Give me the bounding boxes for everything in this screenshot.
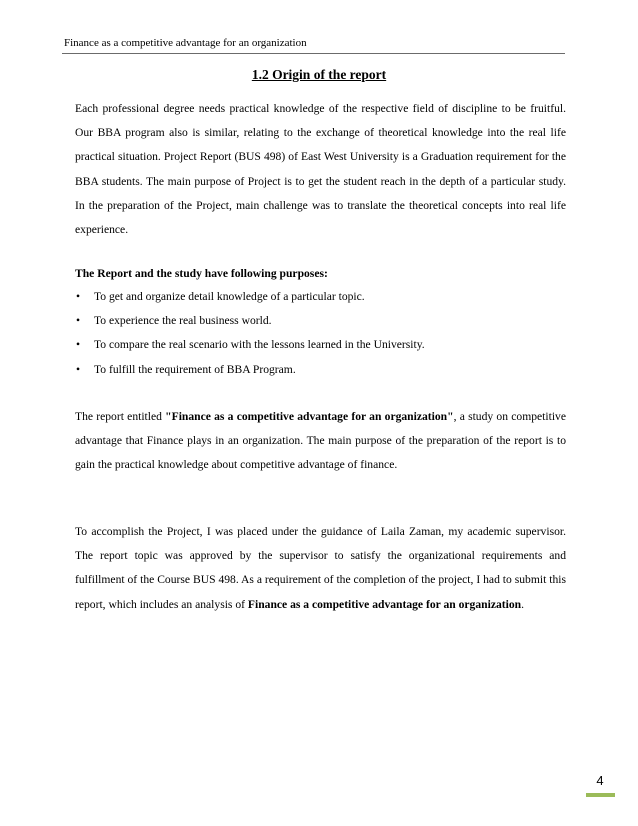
list-item (75, 285, 566, 309)
report-title-paragraph (75, 405, 566, 478)
page-number: 4 (596, 773, 604, 788)
bullet-icon: • (76, 290, 81, 303)
paragraph-text (75, 520, 566, 617)
bullet-icon: • (76, 314, 81, 328)
paragraph-lead-text: The report entitled (75, 410, 166, 423)
page-header: Finance as a competitive advantage for an organization (64, 37, 307, 49)
list-item (75, 309, 566, 333)
bold-phrase: Finance as a competitive advantage for an organization (247, 597, 522, 611)
list-item-text: To fulfill the requirement of BBA Program. (94, 362, 296, 376)
list-item-text: To compare the real scenario with the lessons learned in the University. (94, 338, 425, 352)
paragraph-rest-text: , a study on competitive advantage that Finance plays in an organization. The main purpose of the preparation of the report is to gain the practical knowledge about competitive advantage of finance. (75, 410, 566, 472)
paragraph-text: Each professional degree needs practical knowledge of the respective field of discipline to be fruitful. Our BBA program also is similar, relating to the exchange of theoretical knowledge into the real life practical situation. Project Report (BUS 498) of East West University is a Graduation requirement for the BBA students. The main purpose of Project is to get the student reach in the depth of a particular study. In the preparation of the Project, main challenge was to translate the theoretical concepts into real life experience. (75, 102, 566, 237)
list-item-text: To experience the real business world. (94, 314, 272, 328)
list-item (75, 358, 566, 382)
report-title-quote: "Finance as a competitive advantage for an organization" (165, 410, 454, 423)
bullet-icon: • (76, 338, 81, 352)
page-number-accent-bar (586, 793, 615, 797)
paragraph-end-text: . (521, 597, 524, 611)
origin-paragraph (75, 97, 566, 242)
paragraph-body-text: To accomplish the Project, I was placed under the guidance of Laila Zaman, my academic supervisor. The report topic was approved by the supervisor to satisfy the organizational requirements and fulfillment of the Course BUS 498. As a requirement of the completion of the project, I had to submit this report, which includes an analysis of (75, 525, 566, 611)
section-title: 1.2 Origin of the report (251, 67, 387, 82)
list-item-text: To get and organize detail knowledge of a particular topic. (94, 290, 365, 303)
supervision-paragraph (75, 520, 566, 617)
paragraph-text (75, 405, 566, 478)
list-item (75, 333, 566, 357)
purposes-heading: The Report and the study have following purposes: (75, 267, 328, 280)
bullet-icon: • (76, 362, 81, 376)
purposes-list (75, 285, 566, 382)
header-divider (62, 53, 565, 54)
